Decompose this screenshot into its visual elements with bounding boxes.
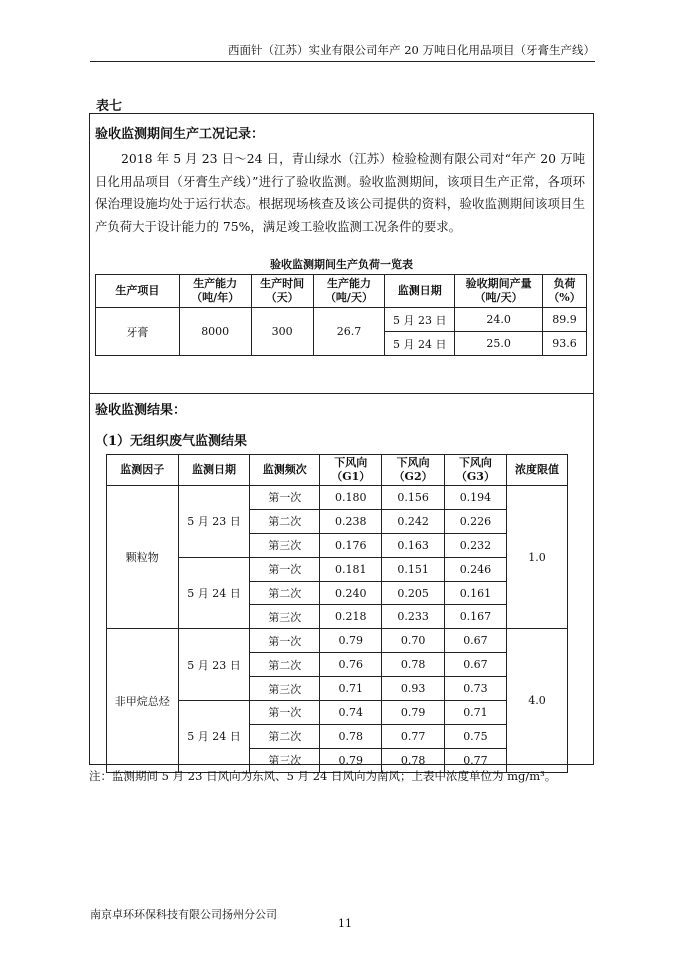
g1-cell: 0.218 xyxy=(320,605,382,629)
g2-cell: 0.78 xyxy=(382,748,444,772)
table-row xyxy=(96,308,587,332)
g1-cell: 0.238 xyxy=(320,509,382,533)
table-header-row xyxy=(96,275,587,308)
table-label: 表七 xyxy=(96,99,123,114)
frequency-cell: 第一次 xyxy=(250,629,320,653)
col-header-g1: 下风向 （G1） xyxy=(320,455,382,486)
frequency-cell: 第三次 xyxy=(250,677,320,701)
table-note: 注：监测期间 5 月 23 日风向为东风、5 月 24 日风向为南风；上表中浓度单位为 mg/m³。 xyxy=(89,769,557,783)
g3-cell: 0.73 xyxy=(444,677,506,701)
g3-cell: 0.161 xyxy=(444,581,506,605)
date-cell: 5 月 24 日 xyxy=(178,557,250,629)
g1-cell: 0.79 xyxy=(320,629,382,653)
g1-cell: 0.78 xyxy=(320,724,382,748)
paragraph-line: 各项环保治理设施均处于运行状态。根据现场核查及该公司提供的资料，验收监测 xyxy=(95,173,585,211)
production-section-title: 验收监测期间生产工况记录： xyxy=(95,127,265,142)
frequency-cell: 第一次 xyxy=(250,557,320,581)
g3-cell: 0.67 xyxy=(444,653,506,677)
g3-cell: 0.67 xyxy=(444,629,506,653)
g2-cell: 0.233 xyxy=(382,605,444,629)
results-subtitle: （1）无组织废气监测结果 xyxy=(95,434,248,449)
table-row xyxy=(107,629,568,653)
production-section xyxy=(90,114,593,394)
frequency-cell: 第三次 xyxy=(250,605,320,629)
output-cell: 25.0 xyxy=(455,332,543,356)
col-header-product: 生产项目 xyxy=(96,275,180,308)
g2-cell: 0.77 xyxy=(382,724,444,748)
production-load-table xyxy=(95,274,587,356)
g1-cell: 0.71 xyxy=(320,677,382,701)
g3-cell: 0.71 xyxy=(444,701,506,725)
col-header-g2: 下风向 （G2） xyxy=(382,455,444,486)
factor-cell: 颗粒物 xyxy=(107,486,179,629)
paragraph-line: 2018 年 5 月 23 日～24 日，青山绿水（江苏）检验检测有限公司对“年产 20 万 xyxy=(121,151,573,166)
g3-cell: 0.246 xyxy=(444,557,506,581)
days-cell: 300 xyxy=(251,308,313,356)
g3-cell: 0.226 xyxy=(444,509,506,533)
page-number: 11 xyxy=(338,917,352,930)
table-header-row xyxy=(107,455,568,486)
col-header-capacity-year: 生产能力 （吨/年） xyxy=(179,275,251,308)
col-header-capacity-day: 生产能力 （吨/天） xyxy=(313,275,385,308)
report-frame xyxy=(89,113,594,768)
g1-cell: 0.176 xyxy=(320,533,382,557)
date-cell: 5 月 23 日 xyxy=(385,308,455,332)
page-header: 西面针（江苏）实业有限公司年产 20 万吨日化用品项目（牙膏生产线） xyxy=(90,42,595,62)
product-cell: 牙膏 xyxy=(96,308,180,356)
limit-cell: 4.0 xyxy=(507,629,568,772)
g2-cell: 0.151 xyxy=(382,557,444,581)
frequency-cell: 第三次 xyxy=(250,748,320,772)
frequency-cell: 第三次 xyxy=(250,533,320,557)
date-cell: 5 月 24 日 xyxy=(178,701,250,773)
col-header-g3: 下风向 （G3） xyxy=(444,455,506,486)
g1-cell: 0.181 xyxy=(320,557,382,581)
frequency-cell: 第二次 xyxy=(250,724,320,748)
frequency-cell: 第一次 xyxy=(250,701,320,725)
footer-company: 南京卓环环保科技有限公司扬州分公司 xyxy=(90,908,277,921)
frequency-cell: 第二次 xyxy=(250,653,320,677)
col-header-frequency: 监测频次 xyxy=(250,455,320,486)
col-header-days: 生产时间 （天） xyxy=(251,275,313,308)
g1-cell: 0.240 xyxy=(320,581,382,605)
g2-cell: 0.93 xyxy=(382,677,444,701)
production-paragraph xyxy=(95,148,585,238)
frequency-cell: 第二次 xyxy=(250,581,320,605)
g3-cell: 0.194 xyxy=(444,486,506,510)
load-table-caption: 验收监测期间生产负荷一览表 xyxy=(270,258,413,271)
g1-cell: 0.76 xyxy=(320,653,382,677)
g2-cell: 0.205 xyxy=(382,581,444,605)
frequency-cell: 第一次 xyxy=(250,486,320,510)
date-cell: 5 月 23 日 xyxy=(178,629,250,701)
results-section-title: 验收监测结果： xyxy=(95,403,187,418)
col-header-date: 监测日期 xyxy=(178,455,250,486)
g2-cell: 0.79 xyxy=(382,701,444,725)
capacity-day-cell: 26.7 xyxy=(313,308,385,356)
fugitive-gas-table xyxy=(106,454,568,773)
date-cell: 5 月 24 日 xyxy=(385,332,455,356)
paragraph-line: 期间该项目生产负荷大于设计能力的 75%，满足竣工验收监测工况条件的要求。 xyxy=(95,196,585,234)
g3-cell: 0.77 xyxy=(444,748,506,772)
frequency-cell: 第二次 xyxy=(250,509,320,533)
g3-cell: 0.232 xyxy=(444,533,506,557)
g1-cell: 0.74 xyxy=(320,701,382,725)
col-header-load: 负荷 （%） xyxy=(542,275,586,308)
g2-cell: 0.70 xyxy=(382,629,444,653)
col-header-output: 验收期间产量 （吨/天） xyxy=(455,275,543,308)
capacity-year-cell: 8000 xyxy=(179,308,251,356)
paragraph-line: 吨日化用品项目（牙膏生产线）”进行了验收监测。验收监测期间，该项目生产正常， xyxy=(95,151,585,189)
load-cell: 93.6 xyxy=(542,332,586,356)
g2-cell: 0.156 xyxy=(382,486,444,510)
limit-cell: 1.0 xyxy=(507,486,568,629)
col-header-date: 监测日期 xyxy=(385,275,455,308)
g2-cell: 0.163 xyxy=(382,533,444,557)
col-header-limit: 浓度限值 xyxy=(507,455,568,486)
table-row xyxy=(107,486,568,510)
g3-cell: 0.75 xyxy=(444,724,506,748)
g2-cell: 0.242 xyxy=(382,509,444,533)
output-cell: 24.0 xyxy=(455,308,543,332)
load-cell: 89.9 xyxy=(542,308,586,332)
g1-cell: 0.180 xyxy=(320,486,382,510)
col-header-factor: 监测因子 xyxy=(107,455,179,486)
g2-cell: 0.78 xyxy=(382,653,444,677)
g1-cell: 0.79 xyxy=(320,748,382,772)
g3-cell: 0.167 xyxy=(444,605,506,629)
factor-cell: 非甲烷总烃 xyxy=(107,629,179,772)
date-cell: 5 月 23 日 xyxy=(178,486,250,558)
